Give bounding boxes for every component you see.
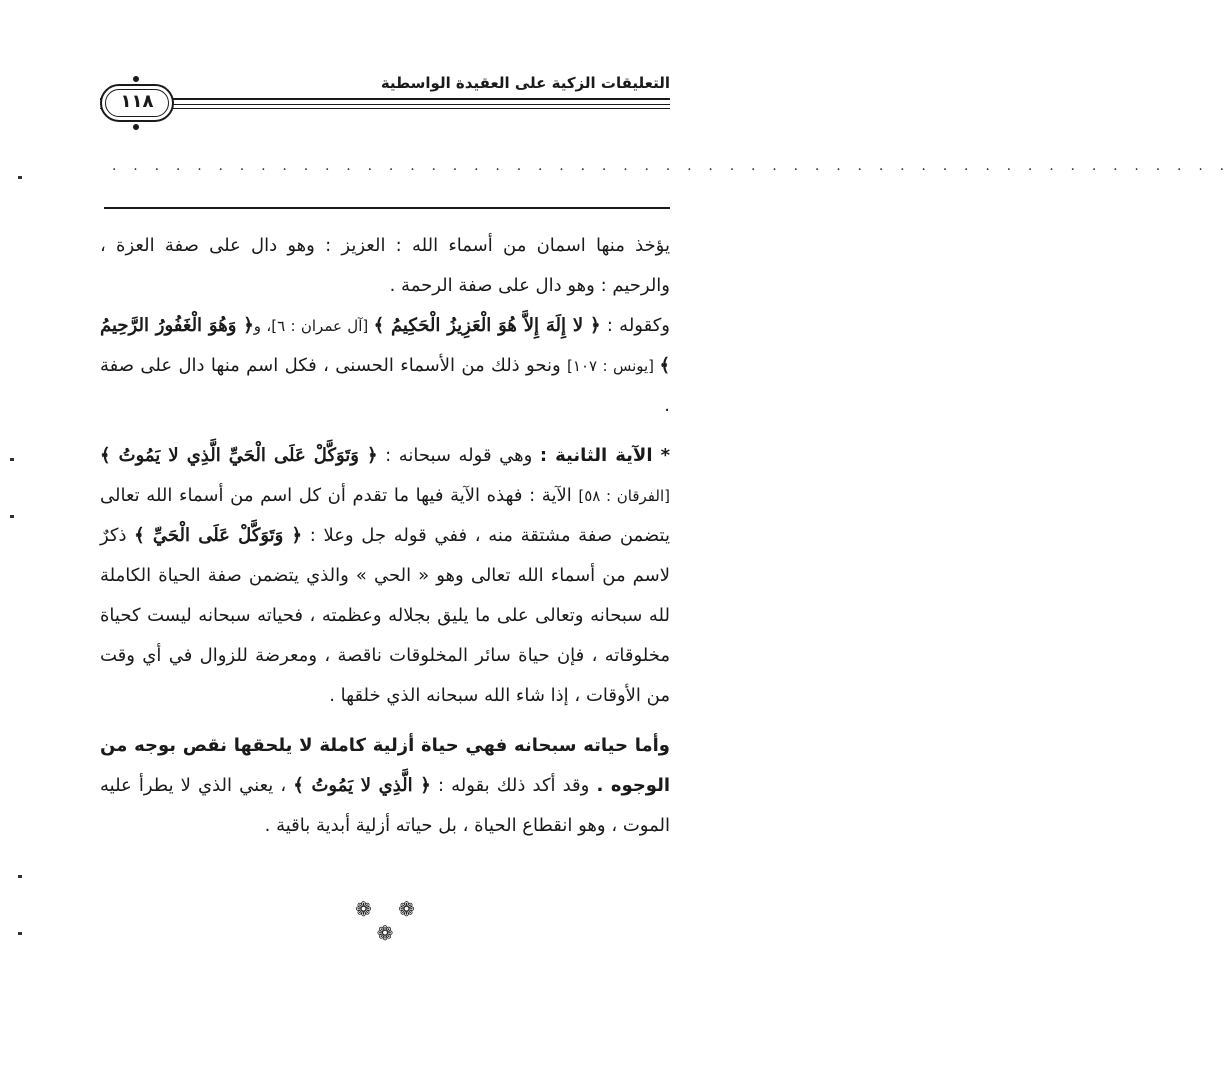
body-text [100, 226, 670, 846]
text-run: ذكرٌ لاسم من أسماء الله تعالى وهو « الحي » والذي يتضمن صفة الحياة الكاملة لله سبحانه وتعالى على ما يليق بجلاله وعظمته ، فحياته سبحانه ليست كحياة مخلوقاته ، فإن حياة سائر المخلوقات ناقصة ، ومعرضة للزوال في أي وقت من الأوقات ، إذا شاء الله سبحانه الذي خلقها . [100, 525, 670, 706]
paragraph [100, 726, 670, 846]
paragraph [100, 436, 670, 716]
verse-reference: [الفرقان : ٥٨] [578, 487, 670, 505]
section-end-ornament: ❁ ❁ ❁ [355, 897, 425, 945]
header-rule [100, 108, 670, 109]
verse-reference: [يونس : ١٠٧] [567, 357, 660, 375]
quran-verse: ﴿ وَهُوَ الْغَفُورُ الرَّحِيمُ ﴾ [100, 315, 670, 376]
page-number-badge [100, 84, 174, 122]
header-rule [100, 104, 670, 105]
quran-verse: ﴿ لا إِلَهَ إِلاَّ هُوَ الْعَزِيزُ الْحَكِيمُ ﴾ [373, 315, 601, 336]
paragraph [100, 306, 670, 426]
verse-reference: [آل عمران : ٦]، و [253, 317, 374, 335]
badge-ornament-dot [133, 124, 139, 130]
text-run: الآية : فهذه الآية فيها ما تقدم أن كل اسم من أسماء الله تعالى يتضمن صفة مشتقة منه ، ففي قوله جل وعلا : [100, 485, 670, 546]
text-run: ونحو ذلك من الأسماء الحسنى ، فكل اسم منها دال على صفة . [100, 355, 670, 416]
page-header [100, 68, 670, 128]
running-title: التعليقات الزكية على العقيدة الواسطية [380, 74, 670, 92]
header-rule [100, 98, 670, 100]
section-heading: الآية الثانية : [539, 445, 653, 466]
text-run: وكقوله : [600, 315, 670, 336]
margin-mark [18, 176, 22, 179]
quran-verse: ﴿ وَتَوَكَّلْ عَلَى الْحَيِّ ﴾ [134, 525, 303, 546]
margin-mark [18, 875, 22, 878]
quran-verse: ﴿ وَتَوَكَّلْ عَلَى الْحَيِّ الَّذِي لا يَمُوتُ ﴾ [100, 445, 378, 466]
quran-verse: ﴿ الَّذِي لا يَمُوتُ ﴾ [293, 775, 431, 796]
text-run: وقد أكد ذلك بقوله : [430, 775, 597, 796]
text-run: ، يعني الذي لا يطرأ عليه الموت ، وهو انقطاع الحياة ، بل حياته أزلية أبدية باقية . [100, 775, 670, 836]
badge-ornament-dot [133, 76, 139, 82]
margin-mark [10, 515, 14, 518]
asterisk-marker: * [652, 445, 670, 466]
paragraph [100, 226, 670, 306]
margin-mark [18, 932, 22, 935]
bold-statement: وأما حياته سبحانه فهي حياة أزلية كاملة لا يلحقها نقص بوجه من الوجوه . [100, 735, 671, 796]
text-run: يؤخذ منها اسمان من أسماء الله : العزيز : وهو دال على صفة العزة ، والرحيم : وهو دال على صفة الرحمة . [100, 235, 670, 296]
text-separator [104, 207, 670, 209]
margin-mark [10, 458, 14, 461]
text-run: وهي قوله سبحانه : [377, 445, 540, 466]
dotted-line: . . . . . . . . . . . . . . . . . . . . . . . . . . . . . . . . . . . . . . . . . . . . . . . . . . . . . [112, 158, 1230, 174]
page-number: ١١٨ [120, 91, 154, 112]
